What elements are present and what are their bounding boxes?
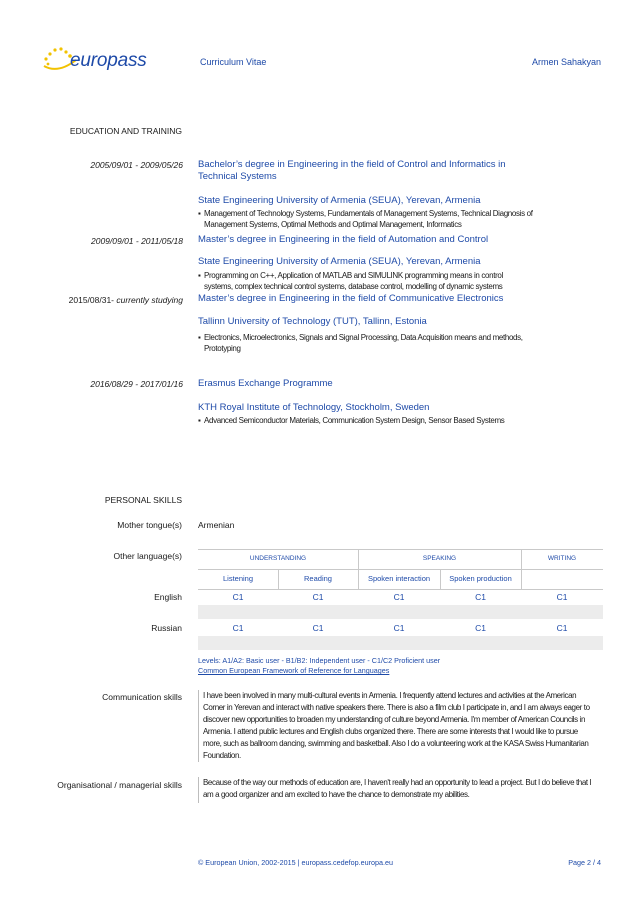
education-subjects [198, 415, 583, 426]
education-organisation: KTH Royal Institute of Technology, Stockholm, Sweden [198, 402, 430, 413]
qualification-line: Technical Systems [198, 170, 277, 182]
level-spoken-production: C1 [475, 592, 486, 602]
document-type-label: Curriculum Vitae [200, 57, 267, 67]
level-reading: C1 [312, 592, 324, 602]
paragraph-line: am a good organizer and am excited to have the chance to demonstrate my abilities. [203, 790, 470, 799]
education-organisation: Tallinn University of Technology (TUT), Tallinn, Estonia [198, 316, 427, 327]
table-spacer-band [198, 636, 603, 650]
text-bar [198, 777, 199, 803]
level-listening: C1 [232, 592, 244, 602]
communication-skills-text [203, 690, 608, 762]
table-line [440, 569, 441, 589]
education-qualification: Master’s degree in Engineering in the field of Automation and Control [198, 234, 489, 245]
communication-skills-label: Communication skills [102, 692, 182, 702]
education-qualification: Master’s degree in Engineering in the field of Communicative Electronics [198, 293, 504, 304]
level-writing: C1 [556, 623, 568, 633]
language-row-russian [198, 620, 603, 636]
footer-page-number: Page 2 / 4 [568, 858, 601, 867]
qualification-line: Bachelor’s degree in Engineering in the field of Control and Informatics in [198, 159, 506, 170]
subheader-spoken-production: Spoken production [449, 574, 512, 583]
language-table [198, 549, 603, 649]
table-line [521, 549, 522, 589]
footer-copyright: © European Union, 2002-2015 | europass.cedefop.europa.eu [198, 858, 393, 867]
subjects-line: Management Systems, Optimal Methods and Optimal Management, Informatics [204, 220, 462, 229]
section-title-personal-skills: PERSONAL SKILLS [104, 495, 182, 505]
level-listening: C1 [232, 623, 244, 633]
header-understanding: UNDERSTANDING [249, 555, 307, 562]
education-organisation: State Engineering University of Armenia (SEUA), Yerevan, Armenia [198, 195, 481, 206]
education-organisation: State Engineering University of Armenia (SEUA), Yerevan, Armenia [198, 256, 481, 267]
subjects-line: Prototyping [204, 344, 241, 353]
language-name-english: English [154, 592, 182, 602]
education-qualification: Erasmus Exchange Programme [198, 378, 333, 389]
other-languages-label: Other language(s) [113, 551, 182, 561]
level-reading: C1 [312, 623, 324, 633]
mother-tongue-label: Mother tongue(s) [117, 520, 182, 530]
bullet-icon: ▪ [198, 333, 201, 342]
europass-logo [40, 44, 180, 78]
education-subjects [198, 332, 583, 354]
date-start: 2015/08/31- [68, 295, 117, 305]
language-row-english [198, 589, 603, 605]
subjects-line: Advanced Semiconductor Materials, Communication System Design, Sensor Based Systems [204, 416, 505, 425]
cefr-link[interactable]: Common European Framework of Reference for Languages [198, 666, 390, 675]
europass-logo-text: europass [70, 50, 147, 71]
education-date: 2009/09/01 - 2011/05/18 [90, 236, 183, 246]
bullet-icon: ▪ [198, 271, 201, 280]
language-name-russian: Russian [151, 623, 182, 633]
organisational-skills-label: Organisational / managerial skills [57, 780, 182, 790]
level-spoken-production: C1 [475, 623, 486, 633]
paragraph-line: I have been involved in many multi-cultural events in Armenia. I frequently attend lectures and activities at the American [203, 691, 577, 700]
level-writing: C1 [556, 592, 568, 602]
levels-note: Levels: A1/A2: Basic user - B1/B2: Independent user - C1/C2 Proficient user [198, 656, 441, 665]
subjects-line: Programming on C++, Application of MATLAB and SIMULINK programming means in control [204, 271, 503, 280]
subheader-reading: Reading [304, 574, 332, 583]
paragraph-line: Because of the way our methods of education are, I haven't really had an opportunity to lead a project. But I do believe that I [203, 778, 592, 787]
education-subjects [198, 208, 583, 230]
table-spacer-band [198, 605, 603, 619]
organisational-skills-text [203, 777, 608, 801]
education-date: 2005/09/01 - 2009/05/26 [90, 160, 183, 170]
paragraph-line: Foundation. [203, 751, 241, 760]
header-speaking: SPEAKING [422, 555, 457, 562]
education-date: 2016/08/29 - 2017/01/16 [90, 379, 183, 389]
subjects-line: Electronics, Microelectronics, Signals and Signal Processing, Data Acquisition means and methods, [204, 333, 523, 342]
section-title-education: EDUCATION AND TRAINING [69, 126, 182, 136]
level-spoken-interaction: C1 [393, 592, 405, 602]
subheader-listening: Listening [222, 574, 254, 583]
paragraph-line: more, such as ballroom dancing, swimming and basketball. Also I do a volunteering work at the KASA Swiss Humanitarian [203, 739, 589, 748]
table-line [278, 569, 279, 589]
paragraph-line: Corner in Yerevan and interact with native speakers there. There is also a film club I participate in, and I am always eager to [203, 703, 590, 712]
header-writing: WRITING [547, 555, 577, 562]
subheader-spoken-interaction: Spoken interaction [367, 574, 431, 583]
mother-tongue-value: Armenian [198, 520, 235, 530]
table-subheader-row [198, 569, 603, 589]
paragraph-line: Armenia. I attend public lectures and English clubs organized there. There are some interests that I would like to pursue [203, 727, 578, 736]
education-qualification [198, 159, 578, 182]
bullet-icon: ▪ [198, 416, 201, 425]
bullet-icon: ▪ [198, 209, 201, 218]
education-subjects [198, 270, 583, 292]
subjects-line: Management of Technology Systems, Fundamentals of Management Systems, Technical Diagnosis of [204, 209, 533, 218]
date-status: currently studying [116, 295, 183, 305]
education-date [0, 295, 183, 305]
subjects-line: systems, complex technical control systems, database control, modelling of dynamic systems [204, 282, 503, 291]
table-header-row [198, 549, 603, 569]
text-bar [198, 690, 199, 762]
table-line [358, 549, 359, 589]
paragraph-line: discover new opportunities to broaden my understanding of culture beyond Armenia. I'm member of American Councils in [203, 715, 586, 724]
level-spoken-interaction: C1 [393, 623, 405, 633]
candidate-name: Armen Sahakyan [531, 57, 601, 67]
